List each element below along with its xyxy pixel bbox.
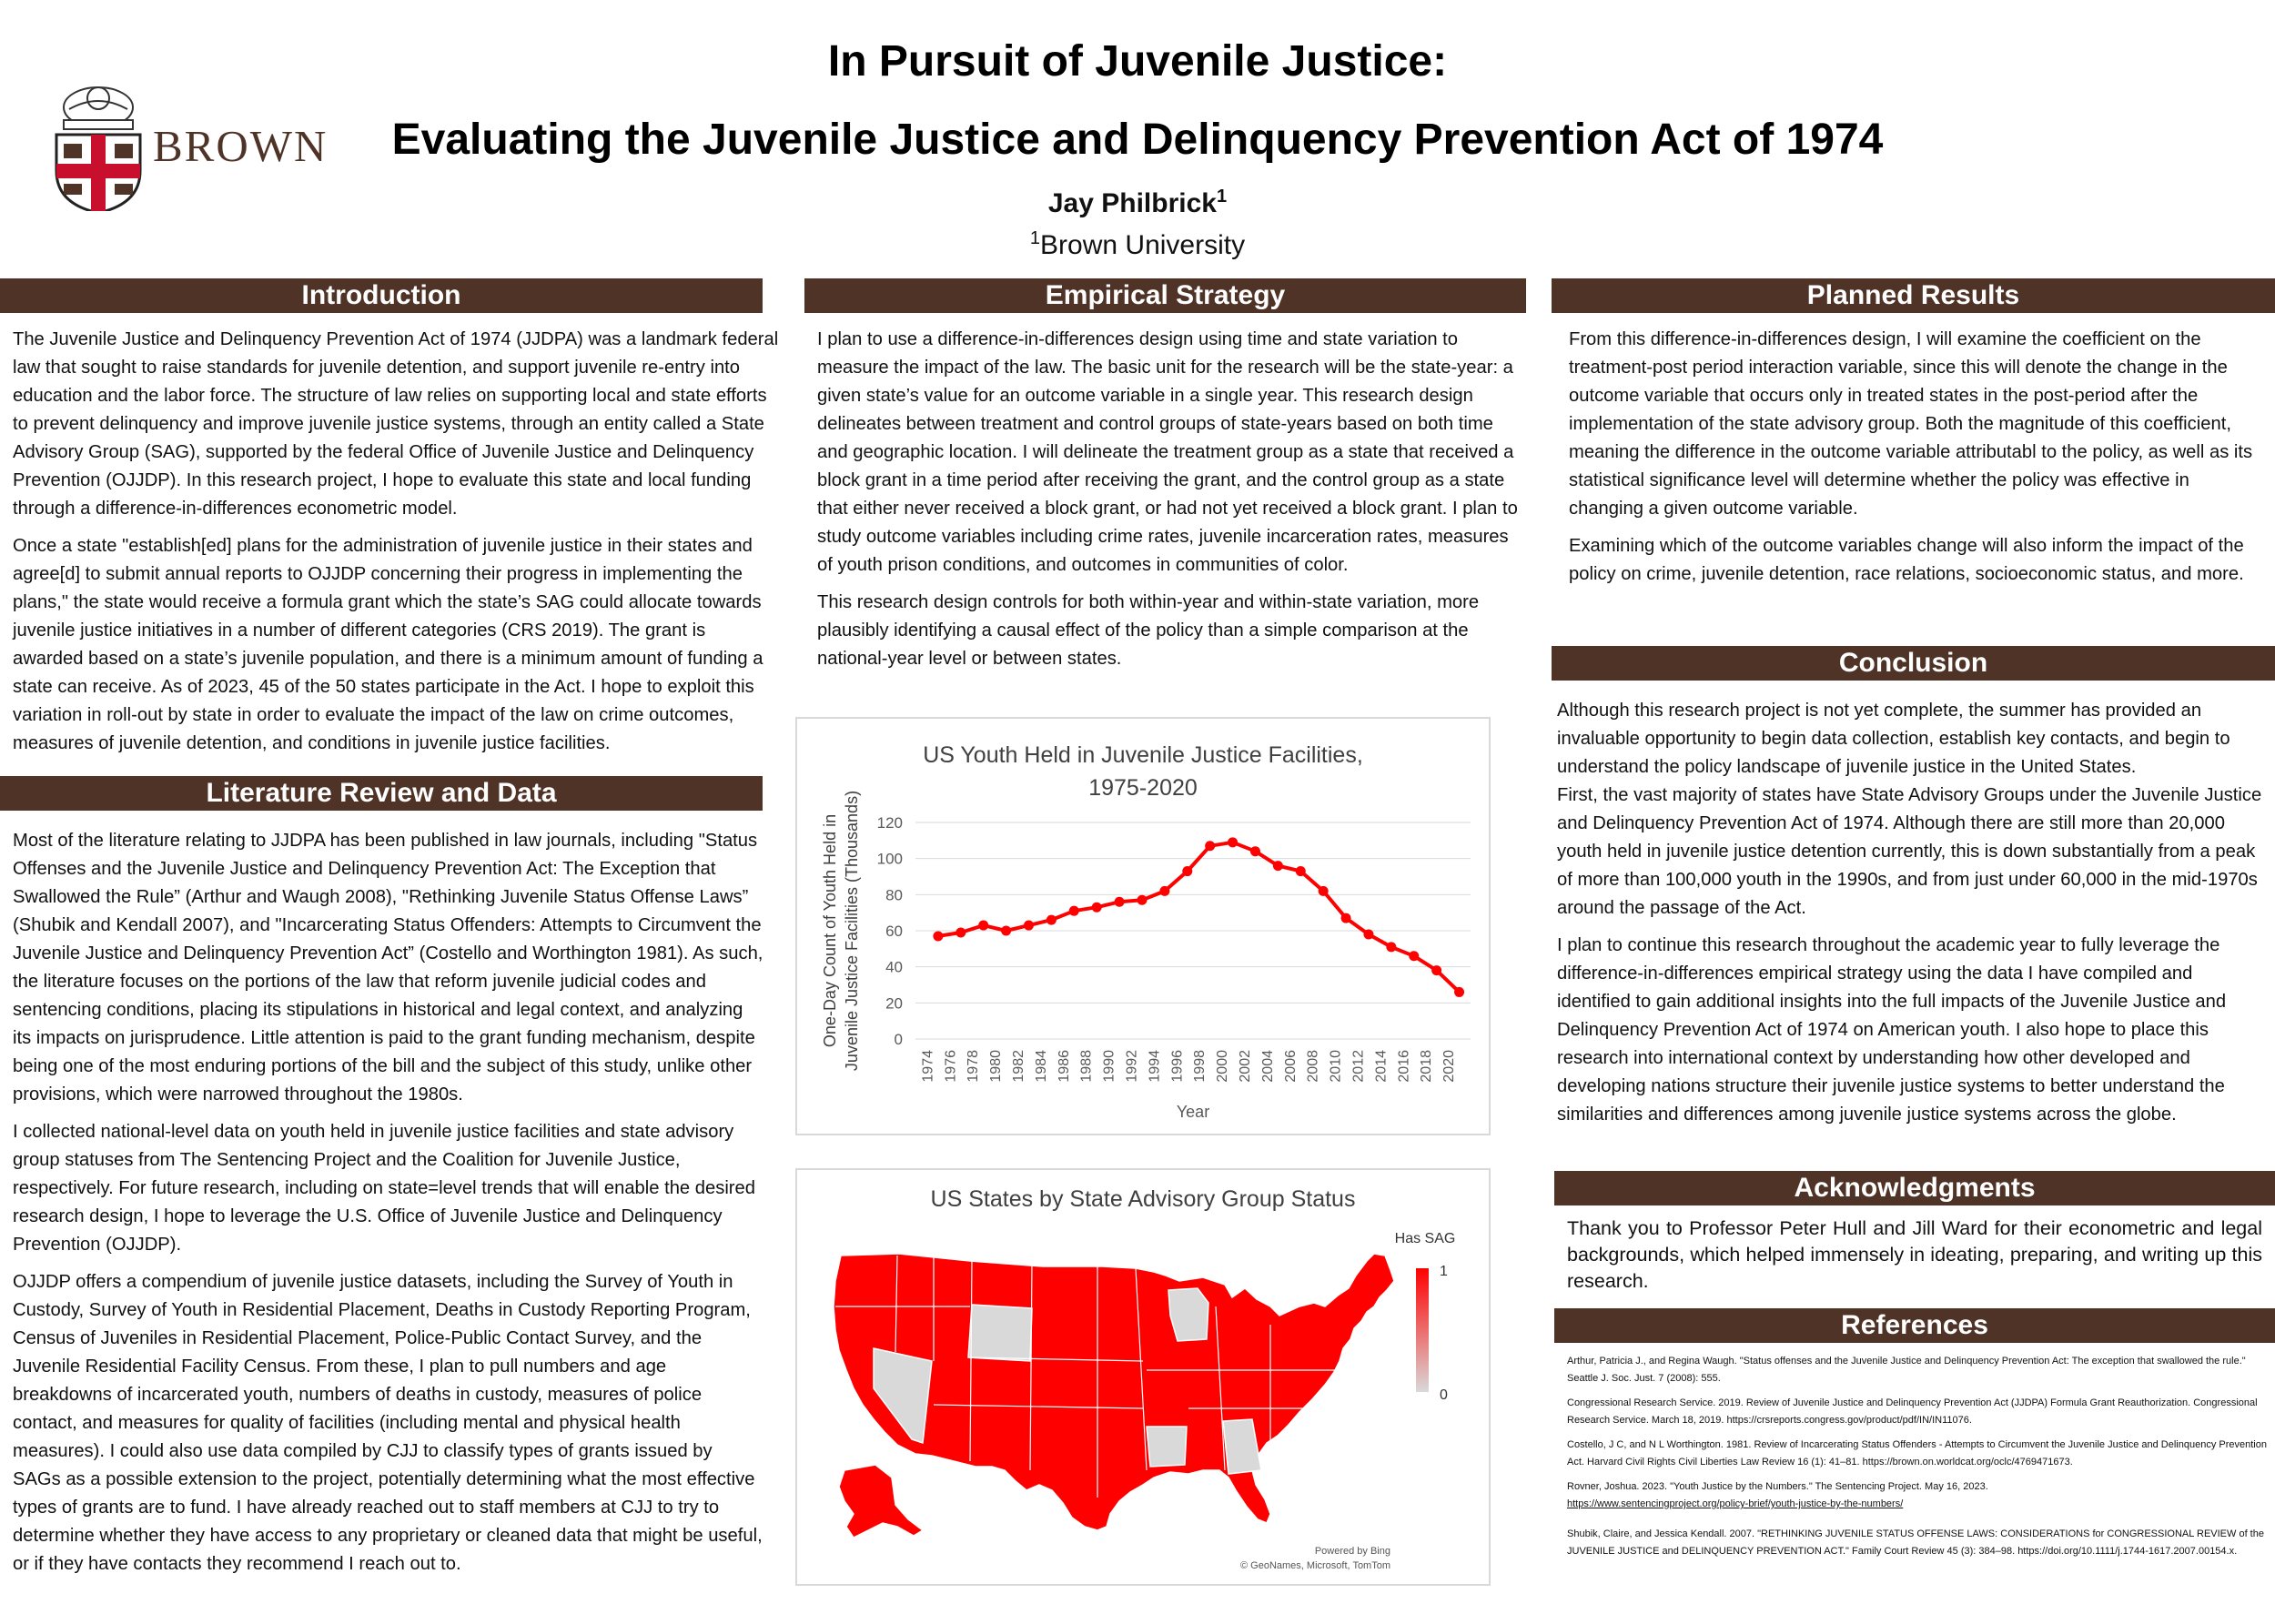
literature-paragraph: OJJDP offers a compendium of juvenile justice datasets, including the Survey of Youth in Custody, Survey of Youth in Residential Placement, Deaths in Custody Reporting Program, Census of Juveniles in Residential Placement, Police-Public Contact Survey, and the Juvenile Residential Facility Census. From these, I plan to pull numbers and age breakdowns of incarcerated youth, numbers of deaths in custody, measures of police contact, and measures for quality of facilities (including mental and physical health measures). I could also use data compiled by CJJ to classify types of grants issued by SAGs as a possible extension to the project, potentially determining what the most effective types of grants are to fund. I have already reached out to staff members at CJJ to try to determine whether they have access to any proprietary or cleaned data that might be useful, or if they have contacts they recommend I reach out to. — [13, 1272, 763, 1574]
y-tick-label: 120 — [876, 814, 903, 832]
data-point — [1205, 841, 1215, 851]
poster-title-line1: In Pursuit of Juvenile Justice: — [827, 37, 1448, 86]
poster-title-line2: Evaluating the Juvenile Justice and Delinquency Prevention Act of 1974 — [391, 116, 1884, 164]
y-tick-label: 100 — [876, 850, 903, 868]
data-point — [1319, 886, 1329, 896]
literature-paragraph: Most of the literature relating to JJDPA has been published in law journals, including "Status Offenses and the Juvenile Justice and Delinquency Prevention Act: The Exception that Swallowed the Rule” (Arthur and Waugh 2008), "Rethinking Juvenile Status Offense Laws” (Shubik and Kendall 2007), and "Incarcerating Status Offenders: Attempts to Circumvent the Juvenile Justice and Delinquency Prevention Act” (Costello and Worthington 1981). As such, the literature focuses on the portions of the law that reform juvenile judicial codes and sentencing conditions, placing its stipulations in historical and legal context, and analyzing its impacts on jurisprudence. Little attention is paid to the grant funding mechanism, despite being one of the most enduring portions of the bill and the subject of this study, unlike other provisions, which were narrowed throughout the 1980s. — [13, 831, 763, 1105]
author-name: Jay Philbrick — [1047, 188, 1217, 218]
x-tick-label: 2012 — [1350, 1050, 1367, 1083]
acknowledgments-body: Thank you to Professor Peter Hull and Jill Ward for their econometric and legal backgrounds, which helped immensely in ideating, preparing, and writing up this research. — [1567, 1217, 2262, 1292]
x-tick-label: 1976 — [943, 1050, 959, 1083]
data-point — [1228, 837, 1238, 847]
planned-results-paragraph: Examining which of the outcome variables change will also inform the impact of the policy on crime, juvenile detention, race relations, socioeconomic status, and more. — [1569, 536, 2244, 584]
affiliation-line — [0, 228, 2275, 261]
map-legend-title: Has SAG — [1394, 1231, 1456, 1246]
introduction-paragraph: The Juvenile Justice and Delinquency Prevention Act of 1974 (JJDPA) was a landmark federal law that sought to raise standards for juvenile detention, and support juvenile re-entry into education and the labor force. The structure of law relies on supporting local and state efforts to prevent delinquency and improve juvenile justice systems, through an entity called a State Advisory Group (SAG), supported by the federal Office of Juvenile Justice and Delinquency Prevention (OJJDP). In this research project, I hope to evaluate this state and local funding through a difference-in-differences econometric model. — [13, 329, 779, 519]
author-superscript: 1 — [1216, 187, 1228, 207]
introduction-paragraph: Once a state "establish[ed] plans for the administration of juvenile justice in their states and agree[d] to submit annual reports to OJJDP concerning their progress in implementing the plans," the state would receive a formula grant which the state’s SAG could allocate towards juvenile justice initiatives in a number of different categories (CRS 2019). The grant is awarded based on a state’s juvenile population, and there is a minimum amount of funding a state can receive. As of 2023, 45 of the 50 states participate in the Act. I hope to exploit this variation in roll-out by state in order to evaluate the impact of the law on crime outcomes, measures of juvenile detention, and conditions in juvenile justice facilities. — [13, 536, 763, 753]
data-point — [1137, 895, 1147, 905]
data-point — [1159, 886, 1169, 896]
map-legend-scale — [1416, 1268, 1429, 1392]
data-point — [956, 927, 966, 937]
x-tick-label: 1994 — [1147, 1050, 1163, 1083]
map-attribution-2: © GeoNames, Microsoft, TomTom — [1240, 1560, 1390, 1571]
map-legend-max: 1 — [1440, 1264, 1448, 1279]
x-tick-label: 2010 — [1328, 1050, 1344, 1083]
empirical-paragraph: This research design controls for both within-year and within-state variation, more plausibly identifying a causal effect of the policy than a simple comparison at the national-year level or between states. — [817, 592, 1480, 669]
y-axis-label: Juvenile Justice Facilities (Thousands) — [843, 790, 861, 1072]
data-point — [1182, 866, 1192, 876]
data-point — [1341, 913, 1351, 923]
references-list — [1567, 1353, 2271, 1568]
series-line — [938, 842, 1460, 993]
x-tick-label: 1990 — [1101, 1050, 1117, 1083]
map-title: US States by State Advisory Group Status — [930, 1186, 1356, 1212]
data-point — [1386, 942, 1396, 952]
x-tick-label: 2020 — [1441, 1050, 1458, 1083]
map-panel — [795, 1168, 1491, 1586]
data-point — [1273, 861, 1283, 871]
data-point — [1363, 929, 1373, 939]
data-point — [1250, 846, 1260, 856]
y-tick-label: 20 — [885, 994, 903, 1013]
x-tick-label: 1988 — [1078, 1050, 1095, 1083]
wyoming-shape — [968, 1305, 1032, 1361]
conclusion-body — [1557, 697, 2267, 1138]
x-tick-label: 1984 — [1033, 1050, 1049, 1083]
data-point — [933, 931, 943, 941]
x-tick-label: 1992 — [1124, 1050, 1140, 1083]
x-tick-label: 1982 — [1011, 1050, 1027, 1083]
map-legend-min: 0 — [1440, 1387, 1448, 1403]
x-tick-label: 1974 — [920, 1050, 936, 1083]
data-point — [1001, 926, 1011, 936]
data-point — [1092, 903, 1102, 913]
conclusion-paragraph — [1557, 697, 2267, 923]
x-tick-label: 2008 — [1305, 1050, 1321, 1083]
conclusion-paragraph-part: First, the vast majority of states have State Advisory Groups under the Juvenile Justice and Delinquency Prevention Act of 1974. Although there are still more than 20,000 youth held in juvenile justice detention currently, this is down substantially from a peak of more than 100,000 youth in the 1990s, and from just under 60,000 in the mid-1970s around the passage of the Act. — [1557, 785, 2262, 918]
affiliation-superscript: 1 — [1029, 228, 1041, 248]
planned-results-heading: Planned Results — [1552, 278, 2275, 313]
conclusion-paragraph: I plan to continue this research throughout the academic year to fully leverage the difference-in-differences empirical strategy using the data I have compiled and identified to gain additional insights into the full impacts of the Juvenile Justice and Delinquency Prevention Act of 1974 on American youth. I also hope to place this research into international context by understanding how other developed and developing nations structure their juvenile justice systems to better understand the similarities and differences among juvenile justice systems across the globe. — [1557, 935, 2227, 1125]
literature-body — [13, 827, 764, 1588]
map-attribution-1: Powered by Bing — [1314, 1546, 1390, 1557]
conclusion-heading: Conclusion — [1552, 646, 2275, 681]
empirical-body — [817, 326, 1520, 682]
chart-title: US Youth Held in Juvenile Justice Facilities, — [923, 742, 1363, 768]
planned-results-paragraph: From this difference-in-differences design, I will examine the coefficient on the treatment-post period interaction variable, since this will denote the change in the outcome variable that occurs only in treated states in the post-period after the implementation of the state advisory group. Both the magnitude of this coefficient, meaning the difference in the outcome variable attributabl to the policy, as well as its statistical significance level will determine whether the policy was effective in changing a given outcome variable. — [1569, 329, 2253, 519]
references-heading: References — [1554, 1308, 2275, 1343]
introduction-heading: Introduction — [0, 278, 763, 313]
x-tick-label: 2000 — [1215, 1050, 1231, 1083]
arkansas-shape — [1147, 1427, 1187, 1467]
conclusion-paragraph-part: Although this research project is not yet complete, the summer has provided an invaluable opportunity to begin data collection, establish key contacts, and begin to understand the policy landscape of juvenile justice in the United States. — [1557, 701, 2230, 777]
introduction-body — [13, 326, 779, 767]
data-point — [1046, 915, 1057, 925]
youth-held-line-chart — [797, 719, 1489, 1134]
reference-item: Shubik, Claire, and Jessica Kendall. 2007. "RETHINKING JUVENILE STATUS OFFENSE LAWS: CONSIDERATIONS for CONGRESSIONAL REVIEW of the JUVENILE JUSTICE and DELINQUENCY PREVENTION ACT." Family Court Review 45 (3): 384–98. https://doi.org/10.1111/j.1744-1617.2007.00154.x. — [1567, 1528, 2264, 1557]
x-tick-label: 2006 — [1282, 1050, 1299, 1083]
chart-title: 1975-2020 — [1088, 775, 1198, 801]
x-tick-label: 2004 — [1259, 1050, 1276, 1083]
data-point — [1115, 897, 1125, 907]
x-tick-label: 2002 — [1238, 1050, 1254, 1083]
data-point — [1454, 987, 1464, 997]
data-point — [1069, 906, 1079, 916]
brown-wordmark: BROWN — [153, 121, 329, 171]
x-tick-label: 1998 — [1192, 1050, 1208, 1083]
reference-link[interactable]: https://www.sentencingproject.org/policy-brief/youth-justice-by-the-numbers/ — [1567, 1498, 1904, 1509]
planned-results-body — [1569, 326, 2264, 598]
reference-item: Rovner, Joshua. 2023. "Youth Justice by the Numbers." The Sentencing Project. May 16, 2023. — [1567, 1481, 1988, 1492]
x-tick-label: 2018 — [1419, 1050, 1435, 1083]
x-tick-label: 2016 — [1396, 1050, 1412, 1083]
reference-item: Congressional Research Service. 2019. Review of Juvenile Justice and Delinquency Prevention Act (JJDPA) Formula Grant Reauthorization. Congressional Research Service. March 18, 2019. https://crsreports.congress.gov/product/pdf/IN/IN11076. — [1567, 1397, 2258, 1426]
reference-item: Costello, J C, and N L Worthington. 1981. Review of Incarcerating Status Offenders - Attempts to Circumvent the Juvenile Justice and Delinquency Prevention Act. Harvard Civil Rights Civil Liberties Law Review 16 (1): 41–81. https://brown.on.worldcat.org/oclc/4769471673. — [1567, 1439, 2267, 1468]
alaska-shape — [839, 1465, 923, 1538]
data-point — [978, 921, 988, 931]
empirical-heading: Empirical Strategy — [804, 278, 1526, 313]
author-line — [0, 187, 2275, 219]
data-point — [1431, 965, 1441, 975]
literature-heading: Literature Review and Data — [0, 776, 763, 811]
y-axis-label: One-Day Count of Youth Held in — [821, 813, 839, 1048]
x-tick-label: 1980 — [988, 1050, 1005, 1083]
data-point — [1296, 866, 1306, 876]
sag-status-map — [797, 1170, 1489, 1584]
y-tick-label: 60 — [885, 923, 903, 940]
acknowledgments-heading: Acknowledgments — [1554, 1171, 2275, 1205]
x-tick-label: 2014 — [1373, 1050, 1390, 1083]
x-tick-label: 1986 — [1056, 1050, 1072, 1083]
x-axis-label: Year — [1176, 1103, 1210, 1121]
x-tick-label: 1978 — [966, 1050, 982, 1083]
y-tick-label: 0 — [894, 1031, 903, 1048]
empirical-paragraph: I plan to use a difference-in-differences design using time and state variation to measure the impact of the law. The basic unit for the research will be the state-year: a given state’s value for an outcome variable in a single year. This research design delineates between treatment and control groups of state-years based on both time and geographic location. I will delineate the treatment group as a state that received a block grant in a time period after receiving the grant, and the control group as a state that either never received a block grant, or had not yet received a block grant. I plan to study outcome variables including crime rates, juvenile incarceration rates, measures of youth prison conditions, and outcomes in communities of color. — [817, 329, 1518, 575]
y-tick-label: 80 — [885, 886, 903, 904]
reference-item: Arthur, Patricia J., and Regina Waugh. "Status offenses and the Juvenile Justice and Delinquency Prevention Act: The exception that swallowed the rule." Seattle J. Soc. Just. 7 (2008): 555. — [1567, 1356, 2246, 1384]
literature-paragraph: I collected national-level data on youth held in juvenile justice facilities and state advisory group statuses from The Sentencing Project and the Coalition for Juvenile Justice, respectively. For future research, including on state=level trends that will enable the desired research design, I hope to leverage the U.S. Office of Juvenile Justice and Delinquency Prevention (OJJDP). — [13, 1122, 755, 1255]
x-tick-label: 1996 — [1169, 1050, 1186, 1083]
data-point — [1024, 921, 1034, 931]
affiliation: Brown University — [1040, 230, 1246, 260]
line-chart-panel — [795, 717, 1491, 1135]
y-tick-label: 40 — [885, 958, 903, 976]
data-point — [1409, 951, 1419, 961]
